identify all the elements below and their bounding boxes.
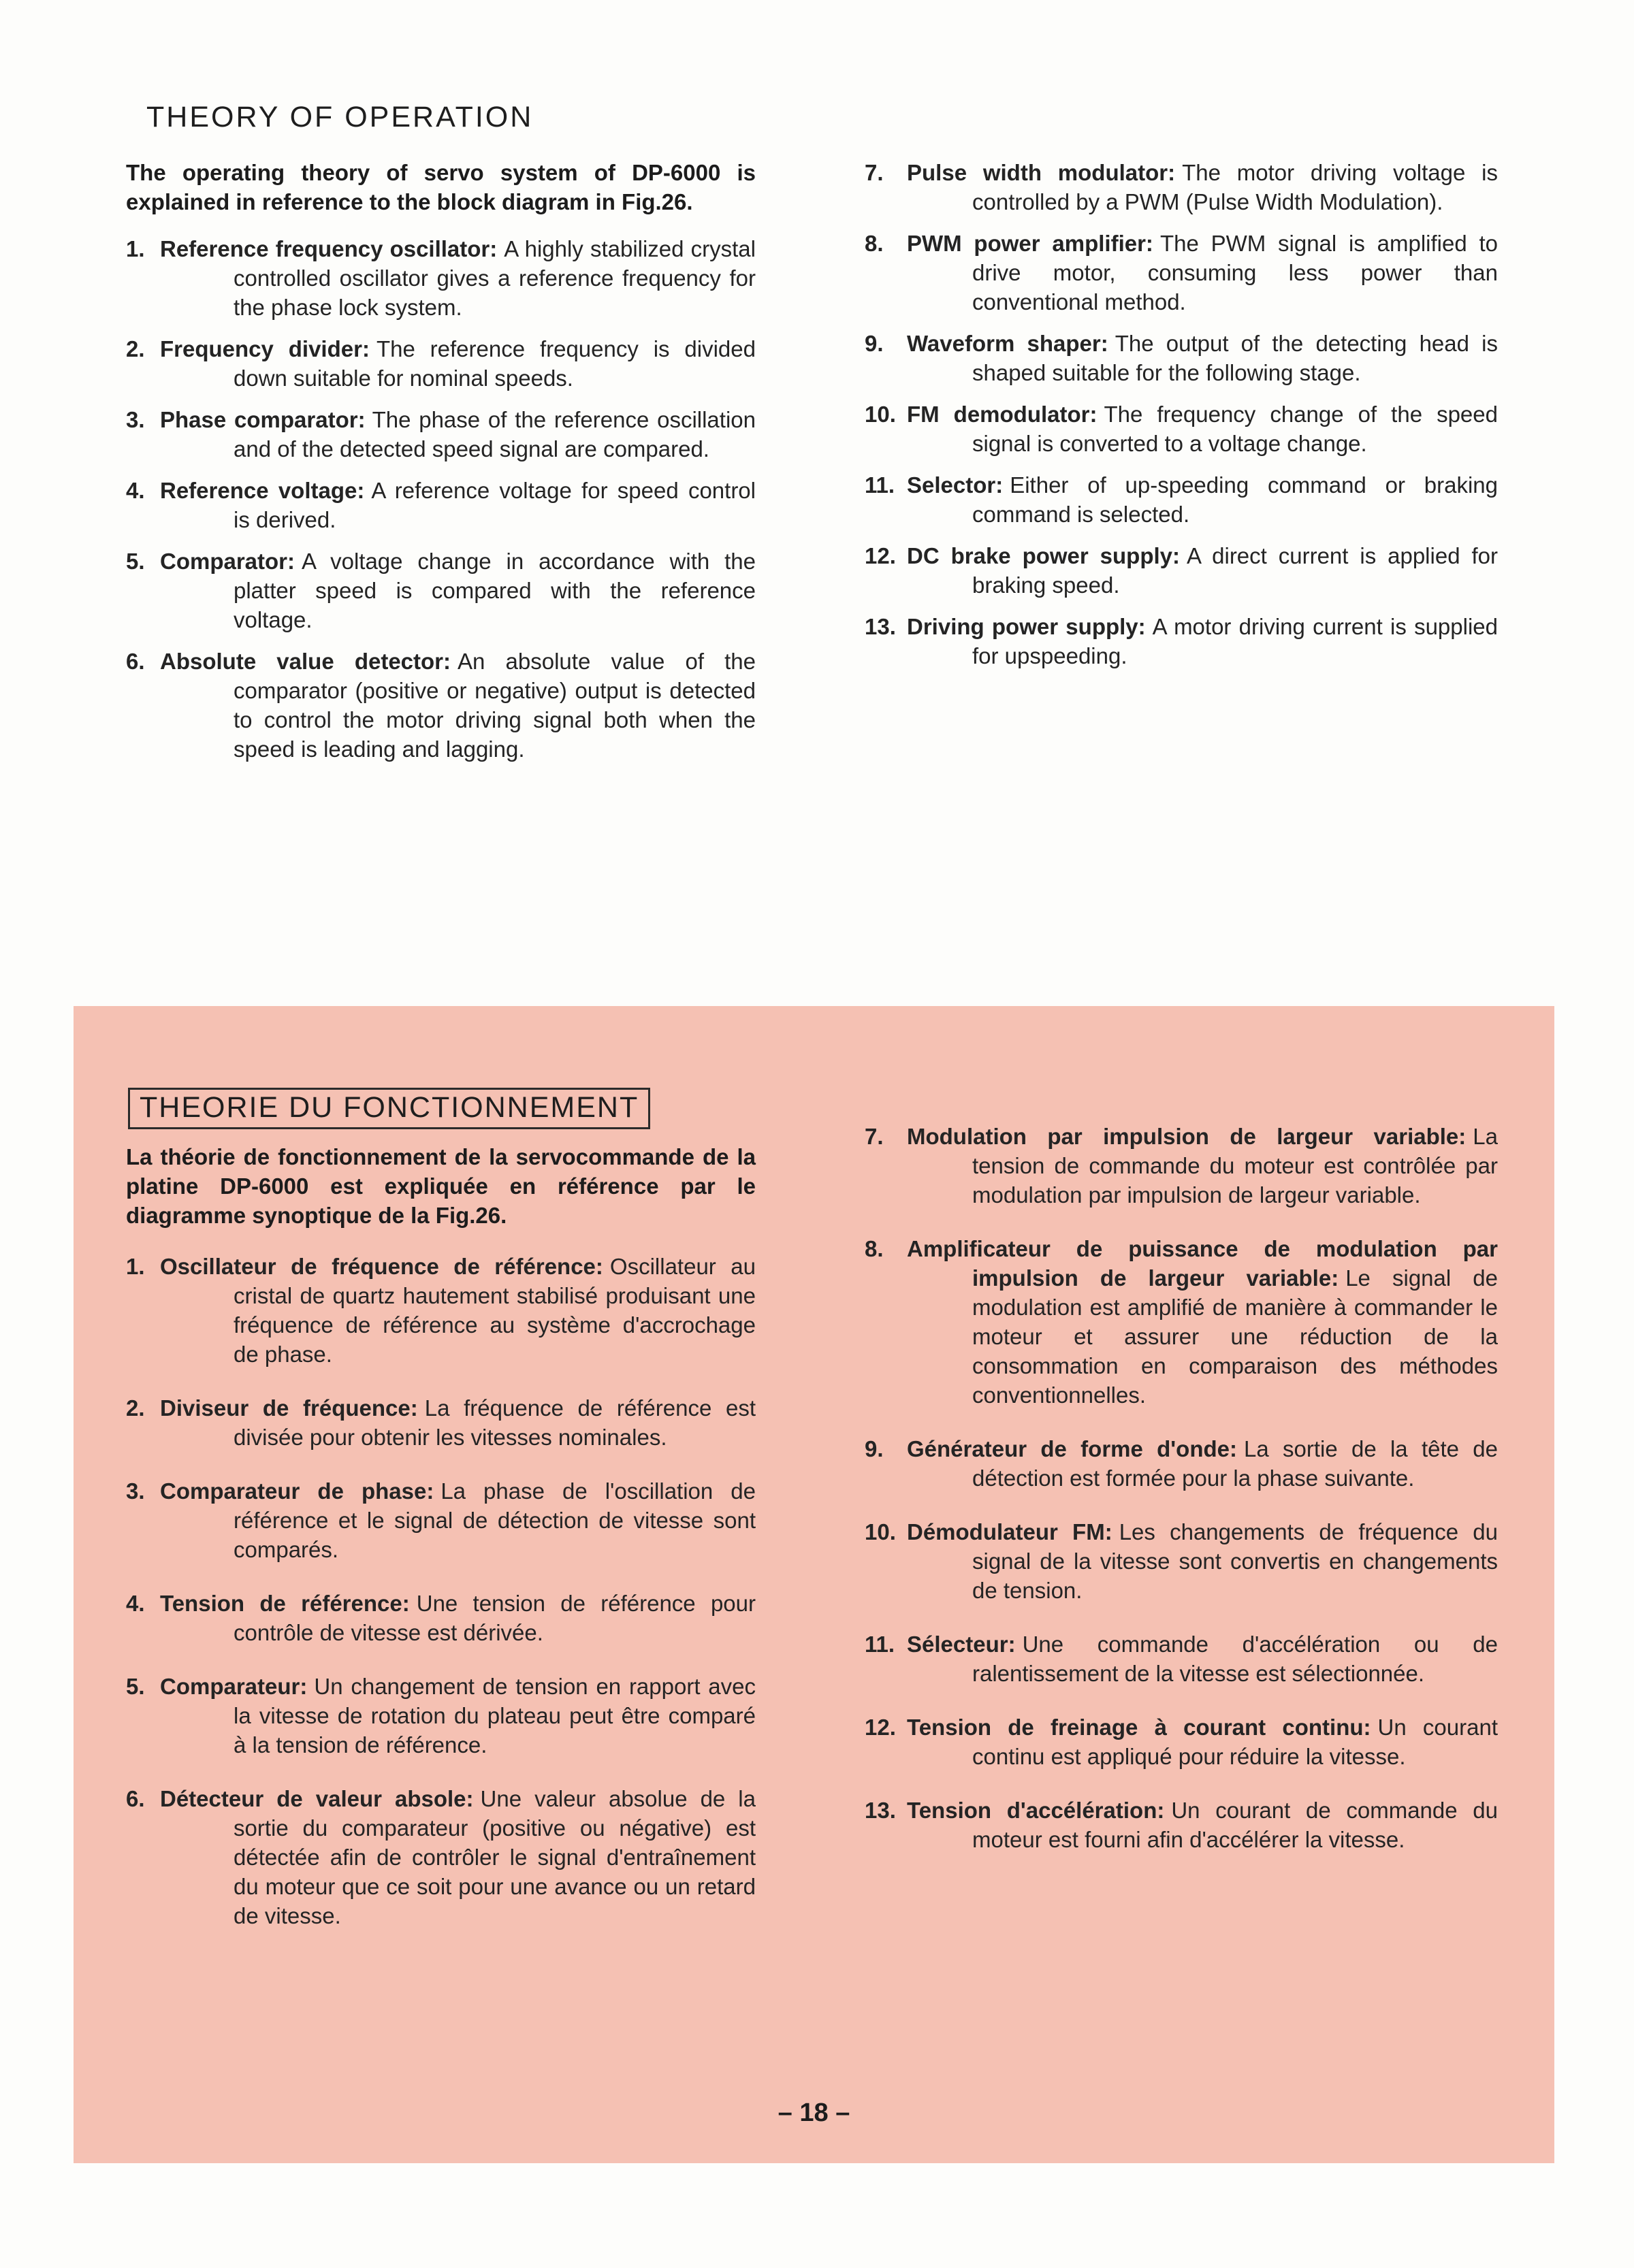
item-term: Diviseur de fréquence: <box>160 1395 418 1421</box>
item-description: The reference frequency is divided down suitable for nominal speeds. <box>234 336 756 391</box>
list-item <box>126 1589 756 1647</box>
item-description: La fréquence de référence est divisée pour obtenir les vitesses nominales. <box>234 1395 756 1450</box>
item-number: 13. <box>865 614 896 639</box>
item-term: Absolute value detector: <box>160 649 451 674</box>
item-number: 4. <box>126 1591 145 1616</box>
item-description: Le signal de modulation est amplifié de manière à commander le moteur et assurer une réduction de la consommation en comparaison des méthodes conventionnelles. <box>972 1265 1498 1408</box>
item-description: The phase of the reference oscillation and of the detected speed signal are compared. <box>234 407 756 461</box>
item-term: Pulse width modulator: <box>907 160 1176 185</box>
item-number: 2. <box>126 1395 145 1421</box>
item-term: Tension de freinage à courant continu: <box>907 1715 1371 1740</box>
list-item <box>865 1122 1498 1210</box>
item-number: 4. <box>126 478 145 503</box>
list-item <box>865 1517 1498 1605</box>
list-item <box>865 1234 1498 1410</box>
item-description: Un courant de commande du moteur est fourni afin d'accélérer la vitesse. <box>972 1798 1498 1852</box>
list-item <box>865 1796 1498 1854</box>
list-item <box>865 158 1498 216</box>
english-section <box>126 95 1528 912</box>
list-item <box>126 334 756 393</box>
item-term: PWM power amplifier: <box>907 231 1153 256</box>
list-item <box>126 547 756 634</box>
item-term: Reference frequency oscillator: <box>160 236 498 261</box>
item-term: Tension de référence: <box>160 1591 410 1616</box>
item-description: Les changements de fréquence du signal de la vitesse sont convertis en changements de tension. <box>972 1519 1498 1603</box>
section-title-english: THEORY OF OPERATION <box>146 101 534 133</box>
item-number: 11. <box>865 472 895 498</box>
item-description: La tension de commande du moteur est contrôlée par modulation par impulsion de largeur variable. <box>972 1124 1498 1208</box>
item-term: Phase comparator: <box>160 407 366 432</box>
list-item <box>865 1713 1498 1771</box>
list-item <box>126 1393 756 1452</box>
item-number: 7. <box>865 160 884 185</box>
list-item <box>126 647 756 764</box>
item-term: DC brake power supply: <box>907 543 1181 568</box>
list-item <box>865 541 1498 600</box>
item-description: Un changement de tension en rapport avec la vitesse de rotation du plateau peut être comparé à la tension de référence. <box>234 1674 756 1757</box>
item-description: The output of the detecting head is shaped suitable for the following stage. <box>972 331 1498 385</box>
item-term: Driving power supply: <box>907 614 1146 639</box>
list-item <box>126 1476 756 1564</box>
item-term: Comparateur de phase: <box>160 1478 434 1504</box>
item-term: Reference voltage: <box>160 478 365 503</box>
item-term: Selector: <box>907 472 1004 498</box>
french-left-column <box>126 1142 756 1955</box>
list-item <box>865 470 1498 529</box>
item-term: Comparateur: <box>160 1674 308 1699</box>
item-description: Une tension de référence pour contrôle de vitesse est dérivée. <box>234 1591 756 1645</box>
list-item <box>865 1630 1498 1688</box>
item-description: A reference voltage for speed control is derived. <box>234 478 756 532</box>
item-description: Either of up-speeding command or braking command is selected. <box>972 472 1498 527</box>
french-intro: La théorie de fonctionnement de la servocommande de la platine DP-6000 est expliquée en référence par le diagramme synoptique de la Fig.26. <box>126 1144 756 1228</box>
list-item <box>865 329 1498 387</box>
item-number: 6. <box>126 1786 145 1811</box>
item-description: The motor driving voltage is controlled by a PWM (Pulse Width Modulation). <box>972 160 1498 214</box>
item-term: Sélecteur: <box>907 1632 1016 1657</box>
item-term: Comparator: <box>160 549 295 574</box>
list-item <box>126 476 756 534</box>
item-number: 5. <box>126 1674 145 1699</box>
item-number: 12. <box>865 1715 896 1740</box>
list-item <box>126 1672 756 1760</box>
list-item <box>865 612 1498 670</box>
item-description: Une valeur absolue de la sortie du comparateur (positive ou négative) est détectée afin de contrôler le signal d'entraînement du moteur que ce soit pour une avance ou un retard de vitesse. <box>234 1786 756 1928</box>
item-description: La phase de l'oscillation de référence et le signal de détection de vitesse sont comparés. <box>234 1478 756 1562</box>
item-term: Modulation par impulsion de largeur variable: <box>907 1124 1467 1149</box>
item-number: 8. <box>865 1236 884 1261</box>
item-term: Générateur de forme d'onde: <box>907 1436 1237 1461</box>
item-description: A direct current is applied for braking speed. <box>972 543 1498 598</box>
item-number: 7. <box>865 1124 884 1149</box>
list-item <box>126 1252 756 1369</box>
item-number: 6. <box>126 649 145 674</box>
item-number: 1. <box>126 236 145 261</box>
item-description: La sortie de la tête de détection est formée pour la phase suivante. <box>972 1436 1499 1491</box>
list-item <box>865 400 1498 458</box>
item-description: Oscillateur au cristal de quartz hautement stabilisé produisant une fréquence de référence au système d'accrochage de phase. <box>234 1254 756 1367</box>
item-description: A motor driving current is supplied for upspeeding. <box>972 614 1498 668</box>
item-term: Tension d'accélération: <box>907 1798 1165 1823</box>
item-number: 10. <box>865 1519 896 1544</box>
list-item <box>865 229 1498 317</box>
item-number: 3. <box>126 1478 145 1504</box>
list-item <box>126 1784 756 1930</box>
item-number: 13. <box>865 1798 896 1823</box>
item-number: 1. <box>126 1254 145 1279</box>
english-left-column <box>126 158 756 776</box>
list-item <box>126 405 756 464</box>
item-number: 3. <box>126 407 145 432</box>
item-term: Amplificateur de puissance de modulation par impulsion de largeur variable: <box>907 1236 1498 1291</box>
item-term: Frequency divider: <box>160 336 370 361</box>
item-number: 8. <box>865 231 884 256</box>
item-description: The frequency change of the speed signal is converted to a voltage change. <box>972 402 1498 456</box>
item-number: 11. <box>865 1632 895 1657</box>
english-right-column <box>865 158 1498 683</box>
list-item <box>865 1434 1498 1493</box>
list-item <box>126 234 756 322</box>
item-description: Une commande d'accélération ou de ralentissement de la vitesse est sélectionnée. <box>972 1632 1498 1686</box>
item-number: 10. <box>865 402 896 427</box>
french-right-column <box>865 1122 1498 1879</box>
section-title-french: THEORIE DU FONCTIONNEMENT <box>128 1088 650 1129</box>
item-term: Waveform shaper: <box>907 331 1108 356</box>
item-description: An absolute value of the comparator (positive or negative) output is detected to control the motor driving signal both when the speed is leading and lagging. <box>234 649 756 762</box>
item-description: The PWM signal is amplified to drive motor, consuming less power than conventional method. <box>972 231 1498 314</box>
item-number: 9. <box>865 331 884 356</box>
page-number: – 18 – <box>778 2099 850 2127</box>
item-description: A voltage change in accordance with the platter speed is compared with the reference voltage. <box>234 549 756 632</box>
item-term: Oscillateur de fréquence de référence: <box>160 1254 603 1279</box>
item-number: 2. <box>126 336 145 361</box>
item-number: 5. <box>126 549 145 574</box>
item-term: Détecteur de valeur absole: <box>160 1786 474 1811</box>
item-description: Un courant continu est appliqué pour réduire la vitesse. <box>972 1715 1498 1769</box>
item-description: A highly stabilized crystal controlled oscillator gives a reference frequency for the phase lock system. <box>234 236 756 320</box>
item-number: 12. <box>865 543 896 568</box>
item-term: FM demodulator: <box>907 402 1098 427</box>
french-section <box>74 1006 1554 2163</box>
item-term: Démodulateur FM: <box>907 1519 1112 1544</box>
item-number: 9. <box>865 1436 884 1461</box>
english-intro: The operating theory of servo system of DP-6000 is explained in reference to the block diagram in Fig.26. <box>126 160 756 214</box>
